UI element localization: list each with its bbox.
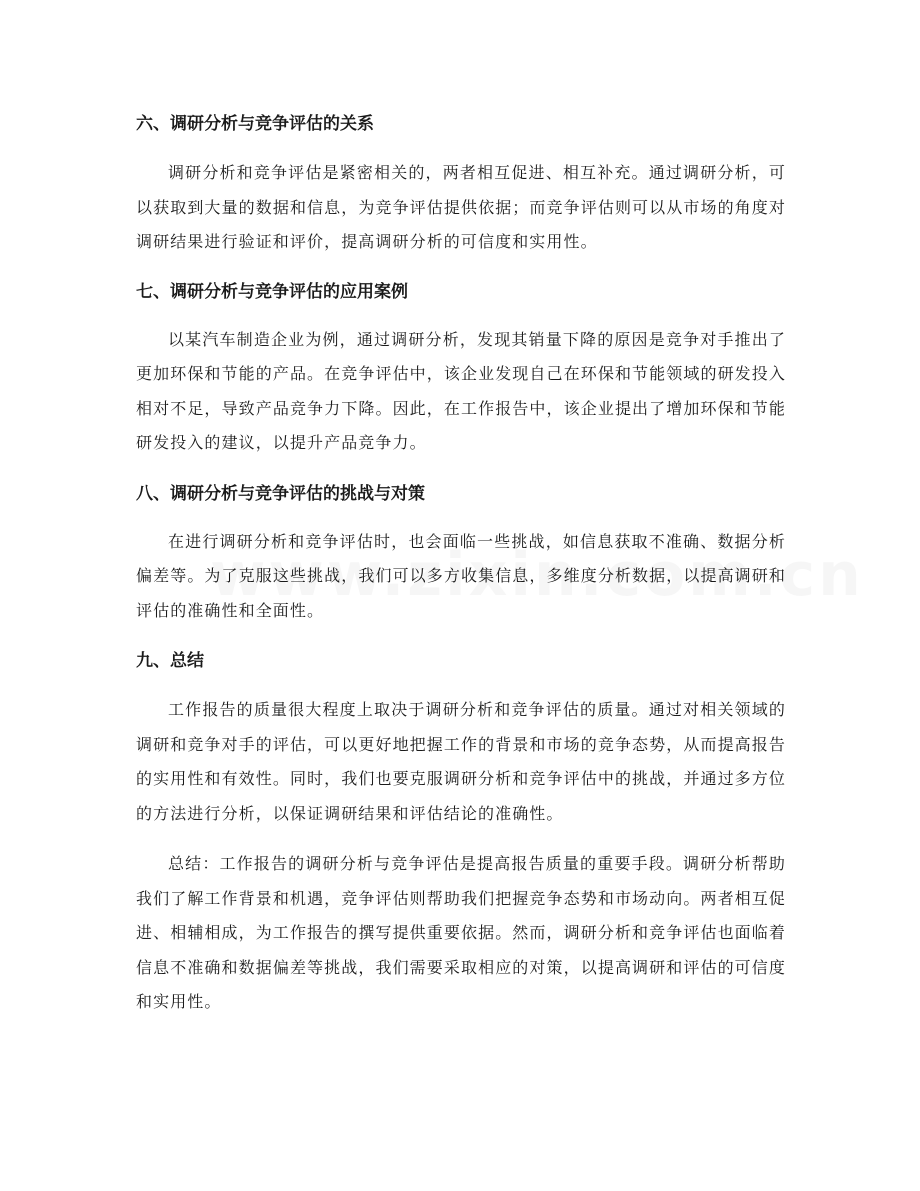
section-paragraph-6: 调研分析和竞争评估是紧密相关的，两者相互促进、相互补充。通过调研分析，可以获取到大量的数据和信息，为竞争评估提供依据；而竞争评估则可以从市场的角度对调研结果进行验证和评价，提高调研分析的可信度和实用性。	[136, 163, 786, 251]
section-paragraph-7: 以某汽车制造企业为例，通过调研分析，发现其销量下降的原因是竞争对手推出了更加环保和节能的产品。在竞争评估中，该企业发现自己在环保和节能领域的研发投入相对不足，导致产品竞争力下降。因此，在工作报告中，该企业提出了增加环保和节能研发投入的建议，以提升产品竞争力。	[136, 329, 786, 452]
section-heading-8: 八、调研分析与竞争评估的挑战与对策	[136, 483, 425, 504]
section-paragraph-8: 在进行调研分析和竞争评估时，也会面临一些挑战，如信息获取不准确、数据分析偏差等。为了克服这些挑战，我们可以多方收集信息，多维度分析数据，以提高调研和评估的准确性和全面性。	[136, 531, 786, 620]
document-content	[136, 108, 786, 1020]
section-heading-6: 六、调研分析与竞争评估的关系	[136, 114, 374, 134]
section-heading-9: 九、总结	[136, 651, 204, 671]
section-paragraph-9-2: 总结：工作报告的调研分析与竞争评估是提高报告质量的重要手段。调研分析帮助我们了解工作背景和机遇，竞争评估则帮助我们把握竞争态势和市场动向。两者相互促进、相辅相成，为工作报告的撰写提供重要依据。然而，调研分析和竞争评估也面临着信息不准确和数据偏差等挑战，我们需要采取相应的对策，以提高调研和评估的可信度和实用性。	[136, 854, 786, 1011]
section-heading-7: 七、调研分析与竞争评估的应用案例	[136, 281, 408, 302]
section-paragraph-9-1: 工作报告的质量很大程度上取决于调研分析和竞争评估的质量。通过对相关领域的调研和竞争对手的评估，可以更好地把握工作的背景和市场的竞争态势，从而提高报告的实用性和有效性。同时，我们也要克服调研分析和竞争评估中的挑战，并通过多方位的方法进行分析，以保证调研结果和评估结论的准确性。	[136, 700, 786, 823]
